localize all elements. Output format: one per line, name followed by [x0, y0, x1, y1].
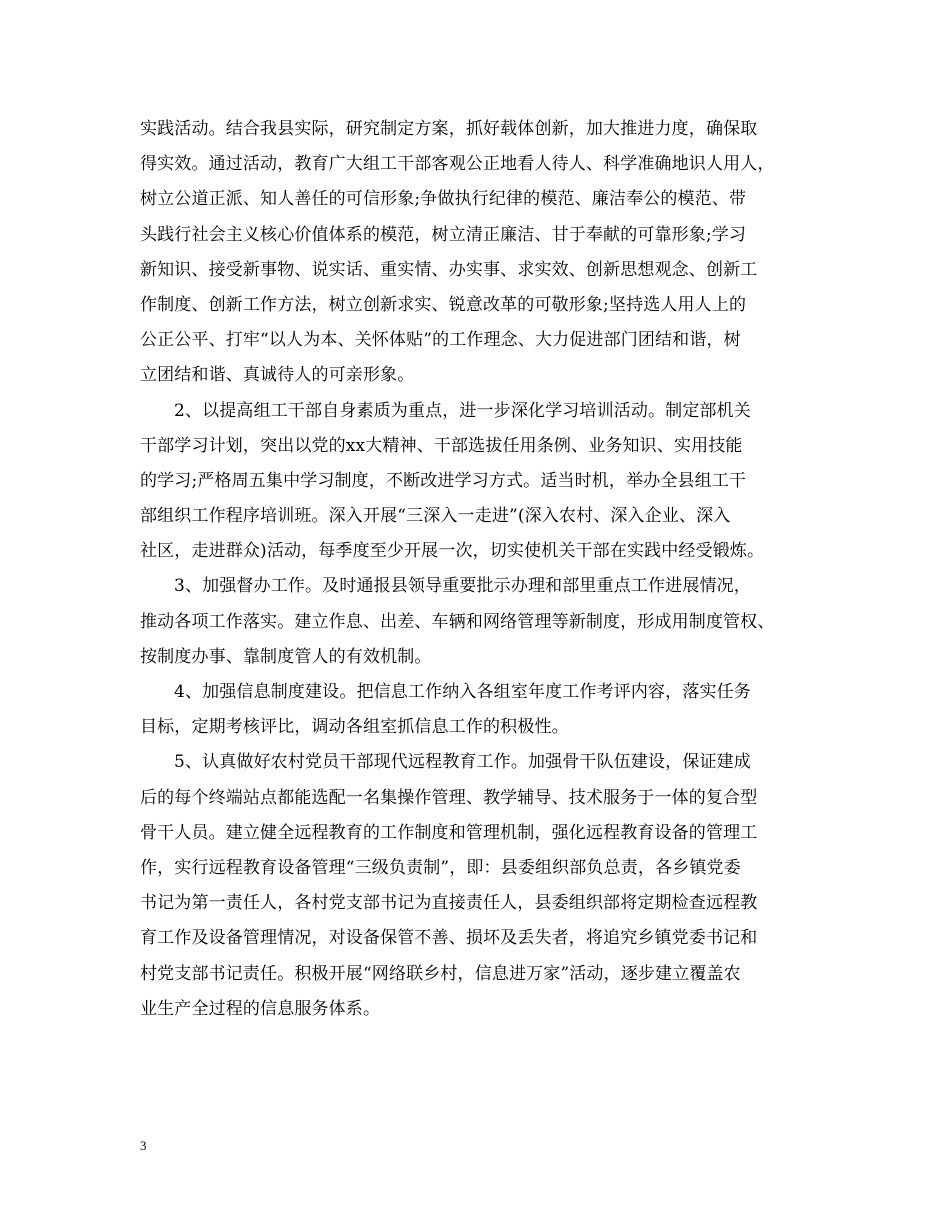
- paragraph-5-first-line: 5、认真做好农村党员干部现代远程教育工作。加强骨干队伍建设，保证建成: [174, 752, 751, 773]
- text-line: 作，实行远程教育设备管理“三级负责制”，即：县委组织部负总责，各乡镇党委: [140, 857, 741, 878]
- text-line: 干部学习计划，突出以党的xx大精神、干部选拔任用条例、业务知识、实用技能: [140, 435, 743, 456]
- text-line: 实践活动。结合我县实际，研究制定方案，抓好载体创新，加大推进力度，确保取: [140, 119, 758, 139]
- text-line: 新知识、接受新事物、说实话、重实情、办实事、求实效、创新思想观念、创新工: [140, 259, 758, 280]
- text-line: 推动各项工作落实。建立作息、出差、车辆和网络管理等新制度，形成用制度管权、: [140, 611, 775, 632]
- text-line: 社区，走进群众)活动，每季度至少开展一次，切实使机关干部在实践中经受锻炼。: [140, 541, 765, 562]
- text-line: 村党支部书记责任。积极开展“网络联乡村，信息进万家”活动，逐步建立覆盖农: [140, 963, 741, 984]
- text-line: 得实效。通过活动，教育广大组工干部客观公正地看人待人、科学准确地识人用人，: [140, 154, 775, 175]
- text-line: 业生产全过程的信息服务体系。: [140, 998, 381, 1019]
- text-line: 部组织工作程序培训班。深入开展“三深入一走进”(深入农村、深入企业、深入: [140, 506, 731, 527]
- text-line: 树立公道正派、知人善任的可信形象;争做执行纪律的模范、廉洁奉公的模范、带: [140, 189, 747, 210]
- text-line: 公正公平、打牢“以人为本、关怀体贴”的工作理念、大力促进部门团结和谐，树: [140, 330, 741, 351]
- text-line: 书记为第一责任人，各村党支部书记为直接责任人，县委组织部将定期检查远程教: [140, 893, 758, 914]
- paragraph-2-first-line: 2、以提高组工干部自身素质为重点，进一步深化学习培训活动。制定部机关: [174, 400, 751, 421]
- text-line: 骨干人员。建立健全远程教育的工作制度和管理机制，强化远程教育设备的管理工: [140, 822, 758, 843]
- text-line: 目标，定期考核评比，调动各组室抓信息工作的积极性。: [140, 717, 569, 738]
- page-number: 3: [140, 1138, 147, 1153]
- text-line: 作制度、创新工作方法，树立创新求实、锐意改革的可敬形象;坚持选人用人上的: [140, 294, 747, 315]
- paragraph-3-first-line: 3、加强督办工作。及时通报县领导重要批示办理和部里重点工作进展情况，: [174, 576, 751, 597]
- paragraph-4-first-line: 4、加强信息制度建设。把信息工作纳入各组室年度工作考评内容，落实任务: [174, 682, 751, 702]
- text-line: 育工作及设备管理情况，对设备保管不善、损坏及丢失者，将追究乡镇党委书记和: [140, 928, 758, 949]
- document-body: [140, 112, 820, 1027]
- text-line: 按制度办事、靠制度管人的有效机制。: [140, 646, 432, 667]
- text-line: 的学习;严格周五集中学习制度，不断改进学习方式。适当时机，举办全县组工干: [140, 470, 747, 491]
- text-line: 立团结和谐、真诚待人的可亲形象。: [140, 365, 415, 386]
- text-line: 头践行社会主义核心价值体系的模范，树立清正廉洁、甘于奉献的可靠形象;学习: [140, 224, 747, 245]
- text-line: 后的每个终端站点都能选配一名集操作管理、教学辅导、技术服务于一体的复合型: [140, 787, 758, 808]
